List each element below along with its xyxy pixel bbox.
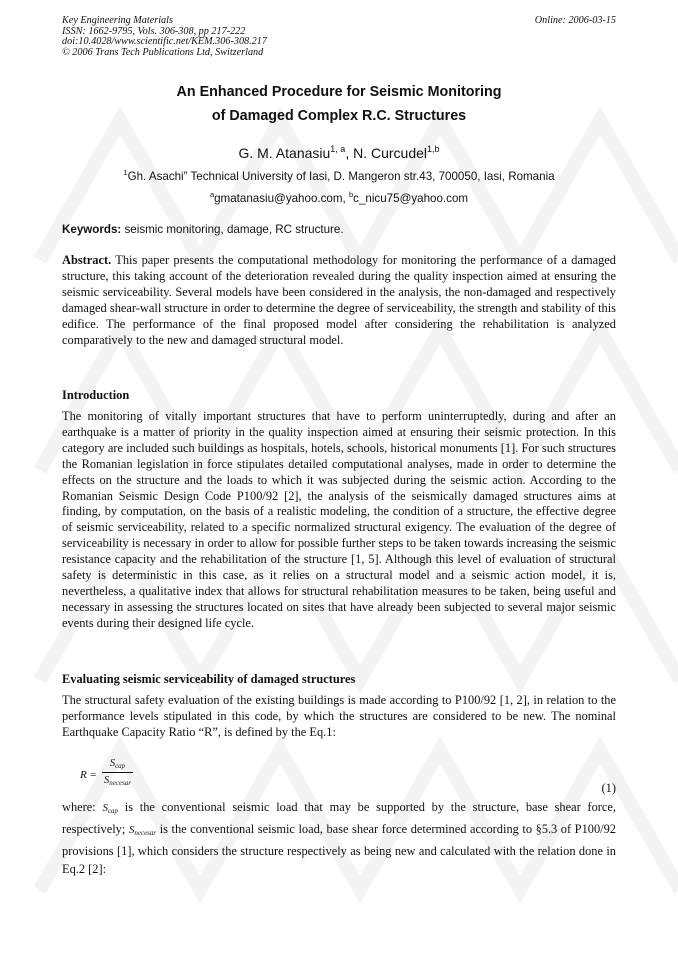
author-emails bbox=[62, 187, 616, 206]
variable-s-necesar: $S_{necesar}$ bbox=[128, 824, 157, 837]
journal-header bbox=[62, 16, 616, 58]
equation-lhs: R = bbox=[80, 769, 97, 781]
author-separator: , bbox=[345, 145, 350, 161]
equation-number: (1) bbox=[601, 781, 616, 795]
author-list bbox=[62, 140, 616, 162]
author-1-affiliation: 1, a bbox=[330, 144, 346, 154]
email-b: c_nicu75@yahoo.com bbox=[353, 192, 469, 205]
keywords-label: Keywords: bbox=[62, 223, 122, 236]
online-date: Online: 2006-03-15 bbox=[534, 15, 616, 26]
paper-title-line-1: An Enhanced Procedure for Seismic Monitoring bbox=[176, 84, 502, 100]
author-2: N. Curcudel bbox=[349, 145, 428, 161]
keywords bbox=[62, 222, 616, 237]
email-a: gmatanasiu@yahoo.com, bbox=[214, 192, 349, 205]
introduction-text: The monitoring of vitally important structures that have to perform uninterruptedly, during and after an earthquake is a matter of priority in the quality inspection aimed at ensuring their seismic protection. In this category are included such buildings as hospitals, hotels, schools, historical monuments [1]. For such structures the Romanian legislation in force stipulates detailed computational analyses, made in order to determine the effects on the structure and the loads to which it was subjected during the seismic action. According to the Romanian Seismic Design Code P100/92 [2], the analysis of the seismically damaged structures aims at finding, by computation, on the basis of a realistic modeling, the condition of a structure, the effective degree of seismic serviceability, related to a specific normalized structural exigency. The evaluation of the degree of serviceability is necessary in order to allow for possible further steps to be taken towards increasing the seismic resistance capacity and the rehabilitation of the structure [1, 5]. Although this level of evaluation of structural safety is deterministic in this case, as it relies on a structural model and a seismic action model, it is, nevertheless, a qualitative index that allows for structural rehabilitation measures to be taken, being useful and necessary in assessing the structures located on sites that have already been subjected to several major seismic events during their designed life cycle. bbox=[62, 409, 616, 630]
introduction-heading: Introduction bbox=[62, 388, 130, 402]
doi-line: doi:10.4028/www.scientific.net/KEM.306-308.217 bbox=[62, 36, 267, 48]
author-2-affiliation: 1,b bbox=[427, 144, 440, 154]
section-serviceability-text: The structural safety evaluation of the existing buildings is made according to P100/92 [1, 2], in relation to the performance levels stipulated in this code, by which the structures are considered to be new. The nominal Earthquake Capacity Ratio “R”, is defined by the Eq.1: bbox=[62, 693, 616, 739]
affiliation-marker: 1 bbox=[123, 168, 128, 177]
abstract-label: Abstract. bbox=[62, 253, 112, 267]
keywords-text: seismic monitoring, damage, RC structure. bbox=[121, 223, 344, 236]
equation-denominator: $S_{necesar}$ bbox=[104, 775, 132, 787]
equation-numerator: $S_{cap}$ bbox=[109, 758, 126, 770]
email-marker-b: b bbox=[348, 190, 354, 199]
issn-line: ISSN: 1662-9795, Vols. 306-308, pp 217-222 bbox=[62, 25, 246, 37]
abstract bbox=[62, 253, 616, 348]
section-heading-serviceability: Evaluating seismic serviceability of damaged structures bbox=[62, 672, 356, 686]
paper-title-line-2: of Damaged Complex R.C. Structures bbox=[211, 108, 467, 124]
where-clause: where: $S_{cap}$ is the conventional seismic load that may be supported by the structure, base shear force, respectively; $S_{necesar}$ is the conventional seismic load, base shear force determined according to §5.3 of P100/92 provisions [1], which considers the structure respectively as being new and calculated with the relation done in Eq.2 [2]: bbox=[62, 800, 616, 876]
email-marker-a: a bbox=[209, 190, 215, 199]
copyright-line: © 2006 Trans Tech Publications Ltd, Switzerland bbox=[62, 46, 264, 58]
variable-s-cap: $S_{cap}$ bbox=[102, 802, 119, 815]
equation-fraction bbox=[102, 758, 133, 787]
affiliation-text: Gh. Asachi” Technical University of Iasi, D. Mangeron str.43, 700050, Iasi, Romania bbox=[127, 170, 555, 183]
journal-name: Key Engineering Materials bbox=[62, 15, 173, 26]
affiliation bbox=[62, 165, 616, 184]
fraction-bar bbox=[102, 772, 133, 773]
author-1: G. M. Atanasiu bbox=[238, 145, 331, 161]
abstract-text: This paper presents the computational methodology for monitoring the performance of a damaged structure, this taking account of the deterioration revealed during the quality inspection aimed at ensuring the seismic serviceability. Several models have been considered in the analysis, the non-damaged and respectively damaged shear-wall structure in order to determine the degree of serviceability, the strength and stability of this edifice. The performance of the final proposed model after considering the rehabilitation is analyzed comparatively to the new and damaged structural model. bbox=[62, 253, 616, 347]
